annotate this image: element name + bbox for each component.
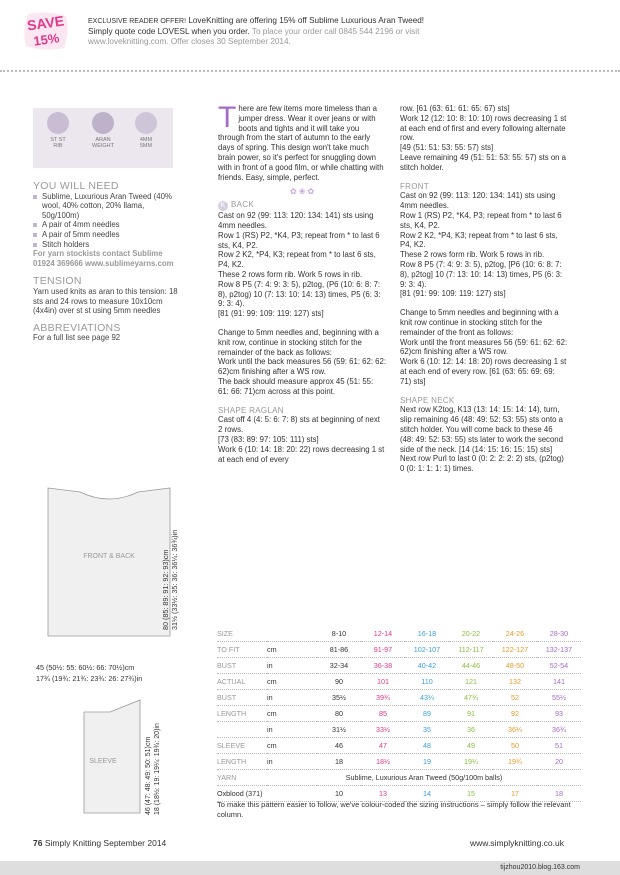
colour-value: 18 <box>537 786 581 802</box>
row-value: 35 <box>405 722 449 738</box>
table-note: To make this pattern easier to follow, we've colour-coded the sizing instructions – simply follow the relevant column. <box>217 800 571 819</box>
row-value: 101 <box>361 674 405 690</box>
front-step: Row 2 K2, *P4, K3; repeat from * to last 6 sts, P4, K2. <box>400 230 558 250</box>
size-header-row <box>217 626 581 642</box>
save-badge <box>20 10 72 52</box>
row-value: 31½ <box>317 722 361 738</box>
row-value: 46 <box>317 738 361 754</box>
front-title: FRONT <box>400 181 430 191</box>
row-value: 91 <box>449 706 493 722</box>
info-item-weight <box>88 112 118 149</box>
reader-offer <box>88 16 488 47</box>
neck-step: Next row K2tog, K13 (13: 14: 15: 14: 14), turn, slip remaining 46 (48: 49: 52: 53: 55) sts onto a stitch holder. You will come back to these 46 (48: 49: 52: 53: 55) sts later to work the second side of the neck. [14 (14: 15: 16: 15: 15) sts] <box>400 405 563 454</box>
row-value: 112-117 <box>449 642 493 658</box>
info-line1: ST ST <box>50 137 66 143</box>
row-unit: cm <box>267 674 317 690</box>
info-item-stitch <box>43 112 73 149</box>
back-title <box>218 200 386 211</box>
need-item: Sublime, Luxurious Aran Tweed (40% wool, 40% cotton, 20% llama, 50g/100m) <box>33 192 183 221</box>
sleeve-shape <box>84 700 140 813</box>
size-col: 20-22 <box>449 626 493 642</box>
front-back-label: FRONT & BACK <box>83 553 135 560</box>
row-label: SLEEVE <box>217 738 267 754</box>
front-step: These 2 rows form rib. Work 5 rows in rib. <box>400 250 545 260</box>
row-value: 132 <box>493 674 537 690</box>
row-value: 52 <box>493 690 537 706</box>
back-step: Cast on 92 (99: 113: 120: 134: 141) sts using 4mm needles. <box>218 211 374 230</box>
sleeve-length-cm: 46 (47: 48: 49: 50: 51)cm <box>145 736 152 815</box>
body-height-cm: 80 (85: 89: 91: 92: 93)cm <box>161 549 170 630</box>
size-row <box>217 722 581 738</box>
colour-value: 17 <box>493 786 537 802</box>
back-step: These 2 rows form rib. Work 5 rows in rib. <box>218 269 363 279</box>
footer-left <box>33 838 166 848</box>
sleeve-label: SLEEVE <box>89 758 117 765</box>
yarn-ball-icon <box>92 112 114 134</box>
row-value: 40-42 <box>405 658 449 674</box>
cont-step: Work 12 (12: 10: 8: 10: 10) rows decreasing 1 st at each end of first and every following alternate row. <box>400 113 567 143</box>
need-title: YOU WILL NEED <box>33 180 119 192</box>
row-unit: cm <box>267 642 317 658</box>
row-value: 91-97 <box>361 642 405 658</box>
size-col: 12-14 <box>361 626 405 642</box>
info-line2: WEIGHT <box>92 143 114 149</box>
size-row <box>217 706 581 722</box>
row-value: 18½ <box>361 754 405 770</box>
row-value: 44-46 <box>449 658 493 674</box>
row-label: TO FIT <box>217 642 267 658</box>
schematic-diagrams <box>30 480 190 830</box>
magazine-name: Simply Knitting September 2014 <box>44 838 167 848</box>
row-value: 19 <box>405 754 449 770</box>
offer-code: Simply quote code LOVESL when you order. <box>88 27 250 36</box>
cont-step: Leave remaining 49 (51: 51: 53: 55: 57) sts on a stitch holder. <box>400 152 567 172</box>
info-line2: RIB <box>53 143 63 149</box>
info-line2: 5MM <box>139 143 153 149</box>
info-item-needles <box>131 112 161 149</box>
abbreviations-text: For a full list see page 92 <box>33 333 121 343</box>
row-unit: in <box>267 658 317 674</box>
row-label: LENGTH <box>217 706 267 722</box>
neck-step: Next row Purl to last 0 (0: 2: 2: 2: 2) sts, (p2tog) 0 (0: 1: 1: 1: 1) times. <box>400 454 564 474</box>
row-value: 39¾ <box>361 690 405 706</box>
offer-text: LoveKnitting are offering 15% off Sublime Luxurious Aran Tweed! <box>188 16 425 25</box>
row-value: 85 <box>361 706 405 722</box>
row-unit: in <box>267 754 317 770</box>
sleeve-length-in: 18 (18½: 19: 19¼: 19¾: 20)in <box>154 723 161 815</box>
sidebar <box>33 182 183 343</box>
back-step: Work until the back measures 56 (59: 61: 62: 62: 62)cm finishing after a WS row. <box>218 357 387 377</box>
offer-closing: www.loveknitting.com. Offer closes 30 September 2014. <box>88 37 291 46</box>
row-value: 43¼ <box>405 690 449 706</box>
body-width-cm: 45 (50½: 55: 60½: 66: 70½)cm <box>36 663 135 672</box>
abbreviations-title: ABBREVIATIONS <box>33 321 121 334</box>
row-value: 47¾ <box>449 690 493 706</box>
need-item: A pair of 4mm needles <box>33 220 183 230</box>
row-value: 47 <box>361 738 405 754</box>
size-row <box>217 738 581 754</box>
row-value: 33½ <box>361 722 405 738</box>
size-row <box>217 642 581 658</box>
size-col: 16-18 <box>405 626 449 642</box>
cont-step: row. [61 (63: 61: 61: 65: 67) sts] <box>400 104 510 113</box>
front-step: Row 1 (RS) P2, *K4, P3; repeat from * to last 6 sts, K4, P2. <box>400 210 562 230</box>
body-width-in: 17¾ (19¾: 21¾: 23¾: 26: 27¾)in <box>36 674 143 683</box>
back-step: The back should measure approx 45 (51: 55: 61: 66: 71)cm across at this point. <box>218 376 374 396</box>
row-value: 36-38 <box>361 658 405 674</box>
intro <box>218 101 386 182</box>
row-value: 32-34 <box>317 658 361 674</box>
row-label: BUST <box>217 690 267 706</box>
blog-url: tijzhou2010.blog.163.com <box>500 864 580 871</box>
page-number: 76 <box>33 838 43 848</box>
row-unit: cm <box>267 738 317 754</box>
row-value: 89 <box>405 706 449 722</box>
row-value: 48-50 <box>493 658 537 674</box>
colour-value: 13 <box>361 786 405 802</box>
needles-icon <box>135 112 157 134</box>
info-line1: ARAN <box>95 137 111 143</box>
row-value: 19¼ <box>449 754 493 770</box>
size-col: 8-10 <box>317 626 361 642</box>
size-table <box>217 626 581 802</box>
row-value: 36¼ <box>493 722 537 738</box>
info-box <box>33 108 173 168</box>
front-step: Cast on 92 (99: 113: 120: 134: 141) sts using 4mm needles. <box>400 191 556 211</box>
row-value: 18 <box>317 754 361 770</box>
back-step: Row 1 (RS) P2, *K4, P3; repeat from * to last 6 sts, K4, P2. <box>218 230 380 250</box>
row-value: 110 <box>405 674 449 690</box>
offer-call: To place your order call 0845 544 2196 or visit <box>251 27 420 36</box>
size-row <box>217 658 581 674</box>
size-row <box>217 674 581 690</box>
row-label: ACTUAL <box>217 674 267 690</box>
back-step: Change to 5mm needles and, beginning with a knit row, continue in stocking stitch for the remainder of the back as follows: <box>218 327 379 357</box>
colour-label: Oxblood (371) <box>217 786 317 802</box>
row-value: 141 <box>537 674 581 690</box>
colour-value: 10 <box>317 786 361 802</box>
row-unit: in <box>267 690 317 706</box>
back-step: Row 8 P5 (7: 4: 9: 3: 5), p2tog, (P6 (10: 6: 8: 7: 8), p2tog) 10 (7: 13: 10: 14: 13) times, P5 (6: 3: 9: 3: 4). <box>218 279 381 309</box>
body-height-in: 31½ (33½: 35: 36: 36¼: 36¾)in <box>170 529 179 630</box>
row-value: 132-137 <box>537 642 581 658</box>
blog-strip <box>0 861 620 875</box>
row-value: 52-54 <box>537 658 581 674</box>
colour-value: 14 <box>405 786 449 802</box>
row-value: 35½ <box>317 690 361 706</box>
need-item: Stitch holders <box>33 240 183 250</box>
stitch-icon <box>47 112 69 134</box>
intro-text: here are few items more timeless than a jumper dress. Wear it over jeans or with boots and tights and it will take you through from the start of autumn to the early days of spring. This design won't take much brain power, so it's perfect for snuggling down with in front of a good film, or while chatting with friends. Easy, simple, perfect. <box>218 104 384 182</box>
row-unit: in <box>267 722 317 738</box>
front-step: Row 8 P5 (7: 4: 9: 3: 5), p2tog, [P6 (10: 6: 8: 7: 8), p2tog] 10 (7: 13: 10: 14: 13) times, P5 (6: 3: 9: 3: 4). <box>400 259 563 289</box>
footer-url: www.simplyknitting.co.uk <box>470 838 565 848</box>
row-value: 48 <box>405 738 449 754</box>
yarn-value: Sublime, Luxurious Aran Tweed (50g/100m balls) <box>267 770 581 786</box>
back-step: [81 (91: 99: 109: 119: 127) sts] <box>218 309 324 319</box>
flourish-icon: ✿ ❀ ✿ <box>290 187 314 197</box>
divider <box>0 70 620 72</box>
size-col: 28-30 <box>537 626 581 642</box>
row-value: 51 <box>537 738 581 754</box>
size-row <box>217 690 581 706</box>
front-step: Change to 5mm needles and beginning with a knit row continue in stocking stitch for the remainder of the front as follows: <box>400 308 559 337</box>
raglan-title: SHAPE RAGLAN <box>218 405 284 415</box>
unit-cell <box>267 626 317 642</box>
row-value: 19¾ <box>493 754 537 770</box>
info-line1: 4MM <box>139 137 153 143</box>
neck-title: SHAPE NECK <box>400 395 455 405</box>
row-value: 121 <box>449 674 493 690</box>
row-value: 36¾ <box>537 722 581 738</box>
front-step: Work until the front measures 56 (59: 61: 62: 62: 62)cm finishing after a WS row. <box>400 337 568 357</box>
back-step: Row 2 K2, *P4, K3; repeat from * to last 6 sts, P4, K2. <box>218 250 376 270</box>
row-value: 92 <box>493 706 537 722</box>
row-label <box>217 722 267 738</box>
row-value: 55½ <box>537 690 581 706</box>
stockists: For yarn stockists contact Sublime 01924 369666 www.sublimeyarns.com <box>33 249 174 268</box>
row-label: LENGTH <box>217 754 267 770</box>
row-value: 36 <box>449 722 493 738</box>
front-step: Work 6 (10: 12: 14: 18: 20) rows decreasing 1 st at each end of every row. [61 (63: 65: 69: 69: 71) sts] <box>400 357 567 386</box>
tension-text: Yarn used knits as aran to this tension: 18 sts and 24 rows to measure 10x10cm (4x4in) over st st using 5mm needles <box>33 286 178 316</box>
pattern-column-2 <box>400 104 568 483</box>
raglan-step: Work 6 (10: 14: 18: 20: 22) rows decreasing 1 st at each end of every <box>218 444 385 464</box>
tension-title: TENSION <box>33 275 82 288</box>
need-item: A pair of 5mm needles <box>33 230 183 240</box>
row-value: 90 <box>317 674 361 690</box>
drop-cap: T <box>218 101 237 134</box>
row-value: 122-127 <box>493 642 537 658</box>
size-label: SIZE <box>217 626 267 642</box>
cont-step: [49 (51: 51: 53: 55: 57) sts] <box>400 143 494 153</box>
colour-value: 15 <box>449 786 493 802</box>
pattern-column-1 <box>218 101 387 473</box>
yarn-label: YARN <box>217 770 267 786</box>
row-value: 20 <box>537 754 581 770</box>
size-col: 24-26 <box>493 626 537 642</box>
size-row <box>217 754 581 770</box>
row-value: 50 <box>493 738 537 754</box>
k-badge: K <box>218 201 228 211</box>
front-step: [81 (91: 99: 109: 119: 127) sts] <box>400 289 506 299</box>
front-back-shape <box>48 488 170 636</box>
offer-lead: EXCLUSIVE READER OFFER! <box>88 18 187 25</box>
row-unit: cm <box>267 706 317 722</box>
back-title-text: BACK <box>231 200 254 210</box>
row-value: 80 <box>317 706 361 722</box>
row-value: 49 <box>449 738 493 754</box>
yarn-row <box>217 770 581 786</box>
badge-line1: SAVE <box>26 12 66 34</box>
row-value: 93 <box>537 706 581 722</box>
row-value: 102-107 <box>405 642 449 658</box>
row-label: BUST <box>217 658 267 674</box>
raglan-step: Cast off 4 (4: 5: 6: 7: 8) sts at beginning of next 2 rows. <box>218 415 380 435</box>
badge-line2: 15% <box>32 30 61 49</box>
raglan-step: [73 (83: 89: 97: 105: 111) sts] <box>218 434 319 444</box>
row-value: 81-86 <box>317 642 361 658</box>
